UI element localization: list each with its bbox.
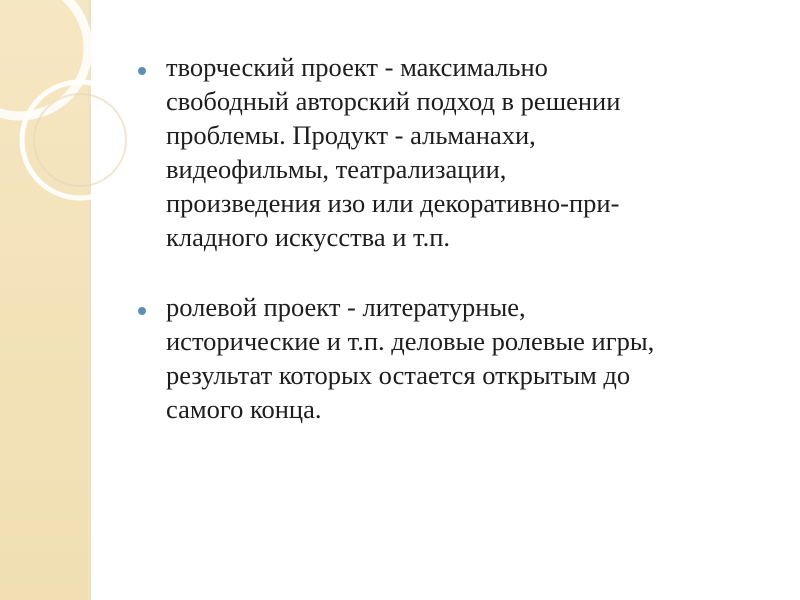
bullet-item-creative-project	[128, 50, 768, 254]
bullet-item-role-project	[128, 290, 768, 426]
bullet-list	[128, 50, 768, 462]
bullet-dot-icon	[138, 307, 146, 315]
decorative-circles-graphic	[0, 0, 140, 260]
bullet-dot-icon	[138, 67, 146, 75]
bullet-text: ролевой проект - литературные, исторические и т.п. деловые ролевые игры, результат которых остается открытым до самого конца.	[166, 292, 655, 424]
bullet-text: творческий проект - максимально свободный авторский подход в решении проблемы. Продукт - альманахи, видеофильмы, театрализации, произведения изо или декоративно-при- кладного искусства и т.п.	[166, 52, 621, 252]
